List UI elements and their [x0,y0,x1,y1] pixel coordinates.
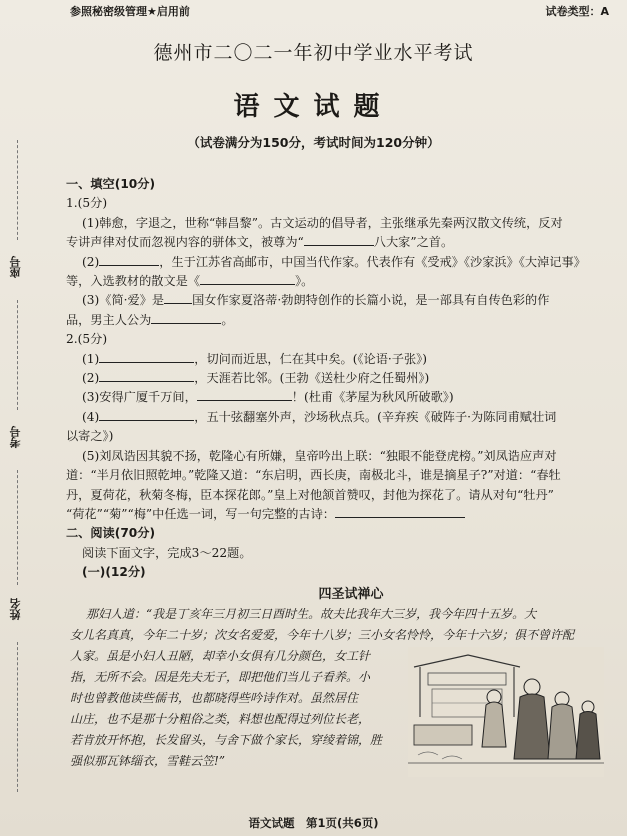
paper-type-label: 试卷类型：A [545,5,609,18]
question-text: (1) ，切问而近思，仁在其中矣。(《论语·子张》) [82,351,428,366]
question-text: 品，男主人公为 。 [66,312,234,327]
question-content [66,175,596,772]
binding-line [17,300,18,410]
answer-blank[interactable] [99,253,159,266]
answer-blank[interactable] [200,272,295,285]
section-heading: 一、填空(10分) [66,177,156,191]
answer-blank[interactable] [197,388,292,401]
passage-line: 那妇人道：“我是丁亥年三月初三日酉时生。故夫比我年大三岁，我今年四十五岁。大 [86,606,537,621]
passage-line: 山庄，也不是那十分粗俗之类，料想也配得过列位长老， [70,711,371,726]
exam-title: 德州市二〇二一年初中学业水平考试 [153,42,474,64]
question-text: (4) ，五十弦翻塞外声，沙场秋点兵。(辛弃疾《破阵子·为陈同甫赋壮词 [82,409,557,424]
name-label: 姓名 [9,598,22,620]
instruction-text: 阅读下面文字，完成3～22题。 [82,545,252,560]
answer-blank[interactable] [99,369,194,382]
question-text: (2) ，天涯若比邻。(王勃《送杜少府之任蜀州》) [82,371,430,386]
question-text: 道：“半月依旧照乾坤。”乾隆又道：“东启明，西长庚，南极北斗，谁是摘星子?”对道：“春牡 [66,468,561,483]
secrecy-label: 参照秘密级管理★启用前 [70,5,190,18]
question-text: (1)韩愈，字退之，世称“韩昌黎”。古文运动的倡导者，主张继承先秦两汉散文传统，反对 [82,215,563,230]
passage-line: 强似那瓦钵缁衣，雪鞋云笠!” [70,753,225,768]
passage-line: 人家。虽是小妇人丑陋，却幸小女俱有几分颜色，女工针 [70,648,371,663]
question-number: 2.(5分) [66,332,108,347]
exam-note: （试卷满分为150分，考试时间为120分钟） [187,135,440,150]
question-number: 1.(5分) [66,196,108,211]
answer-blank[interactable] [304,233,374,246]
passage-line: 指，无所不会。因是先夫无子，即把他们当儿子看养。小 [70,669,371,684]
binding-line [17,642,18,792]
answer-blank[interactable] [164,291,192,304]
answer-blank[interactable] [99,408,194,421]
answer-blank[interactable] [99,350,194,363]
seat-label: 座号 [9,256,22,278]
document-title: 语文试题 [233,92,394,122]
question-text: 丹，夏荷花，秋菊冬梅，臣本探花郎。”皇上对他颔首赞叹，封他为探花了。请从对句“牡丹” [66,487,554,502]
answer-blank[interactable] [335,505,465,518]
question-text: (3)安得广厦千万间， ！(杜甫《茅屋为秋风所破歌》) [82,390,454,405]
passage-line: 时也曾教他读些儒书，也都晓得些吟诗作对。虽然居住 [70,690,359,705]
section-heading: 二、阅读(70分) [66,526,156,541]
page-footer: 语文试题 第1页(共6页) [248,816,379,830]
answer-blank[interactable] [151,311,221,324]
exam-number-label: 考号 [9,426,22,448]
question-text: “荷花”“菊”“梅”中任选一词，写一句完整的古诗： [66,505,596,524]
passage-line: 女儿名真真，今年二十岁；次女名爱爱，今年十八岁；三小女名怜怜，今年十六岁；俱不曾许配 [70,627,575,642]
question-text: (2) ，生于江苏省高邮市，中国当代作家。代表作有《受戒》《沙家浜》《大淖记事》 [82,254,586,269]
question-text: (5)刘凤诰因其貌不扬，乾隆心有所嫌，皇帝吟出上联：“独眼不能登虎榜。”刘凤诰应声对 [82,448,557,463]
essay-passage [66,604,596,772]
binding-line [17,470,18,585]
question-text: 等，入选教材的散文是《 》。 [66,274,314,289]
subsection-heading: (一)(12分) [82,565,146,580]
passage-line: 若肯放开怀抱，长发留头，与舍下做个家长，穿绫着锦，胜 [70,732,383,747]
binding-line [17,140,18,240]
question-text: 专讲声律对仗而忽视内容的骈体文，被尊为“ 八大家”之首。 [66,235,454,250]
question-text: 以寄之》) [66,429,114,444]
essay-title: 四圣试禅心 [318,586,384,602]
illustration-image [408,647,604,777]
question-text: (3)《简·爱》是 国女作家夏洛蒂·勃朗特创作的长篇小说，是一部具有自传色彩的作 [82,293,550,308]
